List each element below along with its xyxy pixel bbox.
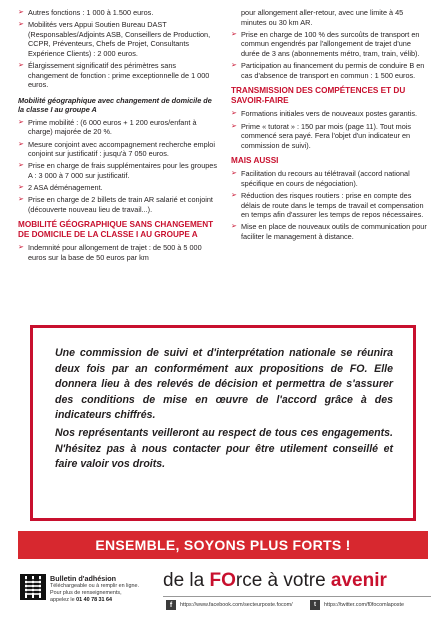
callout-paragraph-commission: Une commission de suivi et d'interprétation nationale se réunira deux fois par an conformément aux propositions de FO. Elle donnera lieu à des relevés de décision et permettra de s'assurer des conditions de mise en œuvre de l'accord grâce à des indicateurs chiffrés. — [55, 347, 393, 422]
list-geo-move — [18, 118, 217, 215]
twitter-url[interactable]: https://twitter.com/f0focomlaposte — [324, 602, 404, 608]
callout-paragraph-representatives: Nos représentants veilleront au respect de tous ces engagements. N'hésitez pas à nous contacter pour être utilement conseillé et faire valoir vos droits. — [55, 426, 393, 471]
list-item: ➢ Prise en charge de 2 billets de train AR salarié et conjoint (découverte nouveau lieu de travail...). — [18, 195, 213, 214]
section-heading-also: MAIS AUSSI — [231, 156, 279, 166]
list-item: ➢ 2 ASA déménagement. — [18, 183, 103, 193]
facebook-icon: f — [166, 600, 176, 610]
chevron-bullet-icon: ➢ — [231, 192, 237, 200]
footer-divider — [163, 596, 431, 597]
list-item: ➢ Formations initiales vers de nouveaux postes garantis. — [231, 109, 418, 119]
chevron-bullet-icon: ➢ — [231, 122, 237, 130]
list-other-functions — [18, 8, 217, 90]
twitter-link[interactable] — [310, 599, 404, 611]
chevron-bullet-icon: ➢ — [231, 170, 237, 178]
bulletin-line-2: Pour plus de renseignements, — [50, 590, 122, 596]
chevron-bullet-icon: ➢ — [231, 110, 237, 118]
chevron-bullet-icon: ➢ — [18, 21, 24, 29]
footer — [18, 570, 430, 630]
list-item: ➢ Réduction des risques routiers : prise en compte des délais de route dans le temps de travail et compensation en temps afin d'assurer les temps de repos nécessaires. — [231, 191, 424, 220]
list-also — [231, 169, 430, 241]
bulletin-line-1: Téléchargeable ou à remplir en ligne. — [50, 583, 139, 589]
list-item: ➢ Élargissement significatif des périmètres sans changement de fonction : prime exceptionnelle de 1 000 euros. — [18, 61, 210, 90]
left-column — [18, 8, 217, 308]
list-item: ➢ Indemnité pour allongement de trajet : de 500 à 5 000 euros sur la base de 50 euros par km — [18, 243, 202, 263]
chevron-bullet-icon: ➢ — [18, 162, 24, 170]
list-item: ➢ Prime mobilité : (6 000 euros + 1 200 euros/enfant à charge) majorée de 20 %. — [18, 117, 197, 137]
list-item: ➢ Facilitation du recours au télétravail (accord national spécifique en cours de négociation). — [231, 169, 410, 188]
section-heading-geo-no-move: MOBILITÉ GÉOGRAPHIQUE SANS CHANGEMENT DE DOMICILE DE LA CLASSE I AU GROUPE A — [18, 220, 214, 240]
qr-code-icon[interactable] — [20, 574, 46, 600]
chevron-bullet-icon: ➢ — [18, 118, 24, 126]
section-heading-skills: TRANSMISSION DES COMPÉTENCES ET DU SAVOIR-FAIRE — [231, 86, 406, 106]
list-item-continuation: pour allongement aller-retour, avec une limite à 45 minutes ou 30 km AR. — [241, 8, 404, 27]
chevron-bullet-icon: ➢ — [231, 30, 237, 38]
chevron-bullet-icon: ➢ — [231, 62, 237, 70]
section-heading-geo-move: Mobilité géographique avec changement de domicile de la classe I au groupe A — [18, 95, 212, 115]
list-item: ➢ Mesure conjoint avec accompagnement recherche emploi conjoint sur justificatif : jusqu'à 7 050 euros. — [18, 139, 215, 159]
chevron-bullet-icon: ➢ — [18, 196, 24, 204]
chevron-bullet-icon: ➢ — [18, 184, 24, 192]
bulletin-title: Bulletin d'adhésion — [50, 574, 117, 583]
chevron-bullet-icon: ➢ — [18, 62, 24, 70]
list-item: ➢ Autres fonctions : 1 000 à 1.500 euros. — [18, 8, 154, 17]
chevron-bullet-icon: ➢ — [18, 244, 24, 252]
phone-number[interactable]: 01 40 78 31 64 — [76, 597, 113, 603]
list-item: ➢ Prime « tutorat » : 150 par mois (page 11). Tout mois commencé sera payé. Fera l'objet d'un indicateur en commission de suivi). — [231, 121, 412, 150]
twitter-icon: t — [310, 600, 320, 610]
list-skills — [231, 109, 430, 150]
facebook-url[interactable]: https://www.facebook.com/secteurposte.focom/ — [180, 602, 293, 608]
right-column — [231, 8, 430, 308]
chevron-bullet-icon: ➢ — [231, 223, 237, 231]
facebook-link[interactable] — [166, 599, 293, 611]
membership-form-info — [50, 574, 160, 604]
list-item: ➢ Participation au financement du permis de conduire B en cas d'absence de transport en commun : 1 500 euros. — [231, 61, 425, 80]
list-continuation — [231, 8, 430, 80]
list-item: ➢ Mise en place de nouveaux outils de communication pour faciliter le management à distance. — [231, 222, 427, 242]
two-column-text — [18, 8, 430, 308]
list-item: ➢ Prise en charge de 100 % des surcoûts de transport en commun engendrés par l'allongement de trajet d'une durée de 3 ans (abonnements métro, tram, train, vélib). — [231, 29, 420, 58]
list-item: ➢ Prise en charge de frais supplémentaires pour les groupes A : 3 000 à 7 000 sur justificatif. — [18, 161, 218, 180]
bulletin-line-3: appelez le 01 40 78 31 64 — [50, 597, 113, 603]
fo-slogan-logo: de la FOrce à votre avenir — [163, 570, 387, 591]
chevron-bullet-icon: ➢ — [18, 9, 24, 16]
list-geo-no-move — [18, 243, 217, 262]
slogan-banner: ENSEMBLE, SOYONS PLUS FORTS ! — [18, 531, 428, 559]
commission-callout-box — [30, 325, 416, 521]
chevron-bullet-icon: ➢ — [18, 140, 24, 148]
list-item: ➢ Mobilités vers Appui Soutien Bureau DAST (Responsables/Adjoints ASB, Conseillers de Production, CCPR, Préventeurs, Chefs de Projet, Consultants Expérience Clients) : 2 000 euros. — [18, 20, 211, 58]
